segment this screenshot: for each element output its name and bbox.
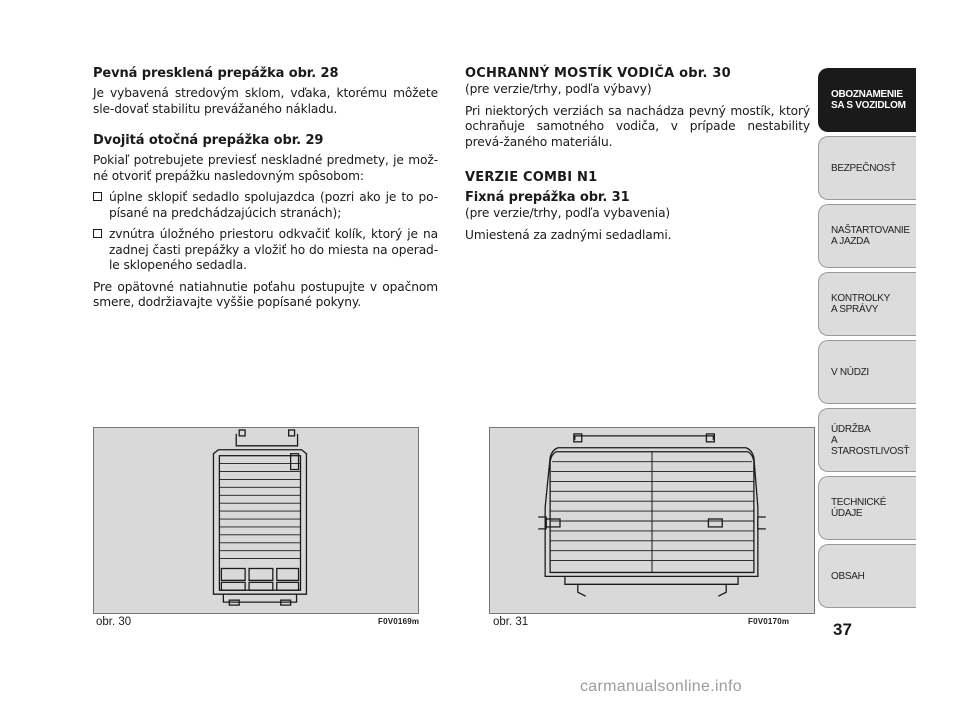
figure-code: F0V0170m <box>748 617 790 626</box>
left-column <box>93 66 438 317</box>
fixed-partition-illustration <box>490 428 814 613</box>
tab-label-line1: BEZPEČNOSŤ <box>831 162 896 174</box>
subtitle-fixed-partition: (pre verzie/trhy, podľa vybavenia) <box>465 206 671 220</box>
section-heading-glass-partition: Pevná presklená prepážka obr. 28 <box>93 66 339 81</box>
section-heading-driver-bridge: OCHRANNÝ MOSTÍK VODIČA obr. 30 <box>465 66 731 81</box>
tab-label-line1: OBOZNAMENIE <box>831 89 903 100</box>
figure-caption: obr. 30 <box>96 616 132 628</box>
tab-obsah[interactable] <box>818 544 916 608</box>
paragraph-fixed-partition: Umiestená za zadnými sedadlami. <box>465 227 672 242</box>
tab-label-line1: TECHNICKÉ <box>831 497 887 508</box>
driver-bridge-illustration <box>94 428 418 613</box>
tab-label-line2: ÚDAJE <box>831 508 863 519</box>
figure-fixed-partition <box>489 427 815 614</box>
tab-technicke-udaje[interactable] <box>818 476 916 540</box>
list-item-text: úplne sklopiť sedadlo spolujazdca (pozri ako je to po-písané na predchádzajúcich stranách); <box>109 190 438 220</box>
right-column <box>465 66 810 249</box>
figure-code: F0V0169m <box>378 617 420 626</box>
section-heading-combi: VERZIE COMBI N1 <box>465 170 598 185</box>
paragraph-driver-bridge: Pri niektorých verziách sa nachádza pevný mostík, ktorý ochraňuje samotného vodiča, v prípade nestability prevá-žaného materiálu. <box>465 103 810 149</box>
tab-kontrolky[interactable] <box>818 272 916 336</box>
figure-caption: obr. 31 <box>493 616 529 628</box>
section-heading-fixed-partition: Fixná prepážka obr. 31 <box>465 190 630 205</box>
list-item <box>93 227 438 274</box>
page-number: 37 <box>833 620 852 639</box>
list-item-text: zvnútra úložného priestoru odkvačiť kolík, ktorý je na zadnej časti prepážky a vložiť ho do miesta na operad-le sklopeného sedadla. <box>109 227 438 272</box>
tab-bezpecnost[interactable] <box>818 136 916 200</box>
tab-nastartovanie[interactable] <box>818 204 916 268</box>
paragraph-closing: Pre opätovné natiahnutie poťahu postupujte v opačnom smere, dodržiavajte vyššie popísané pokyny. <box>93 279 438 309</box>
tab-label-line1: ÚDRŽBA <box>831 423 871 435</box>
tab-label-line1: V NÚDZI <box>831 366 869 378</box>
tab-udrzba[interactable] <box>818 408 916 472</box>
paragraph-glass-partition: Je vybavená stredovým sklom, vďaka, ktorému môžete sle-dovať stabilitu prevážaného nákladu. <box>93 86 438 116</box>
watermark: carmanualsonline.info <box>580 678 742 695</box>
subtitle-driver-bridge: (pre verzie/trhy, podľa výbavy) <box>465 82 652 96</box>
tab-label-line2: A STAROSTLIVOSŤ <box>831 434 910 457</box>
tab-label-line2: A SPRÁVY <box>831 304 879 315</box>
tab-oboznamenie[interactable] <box>818 68 916 132</box>
tab-v-nudzi[interactable] <box>818 340 916 404</box>
tab-label-line2: A JAZDA <box>831 236 870 247</box>
checkbox-bullet-icon <box>93 229 102 238</box>
tab-label-line1: KONTROLKY <box>831 293 890 304</box>
tab-label-line2: SA S VOZIDLOM <box>831 100 906 111</box>
section-heading-double-partition: Dvojitá otočná prepážka obr. 29 <box>93 133 324 148</box>
paragraph-double-partition-intro: Pokiaľ potrebujete previesť neskladné predmety, je mož-né otvoriť prepážku nasledovným spôsobom: <box>93 153 438 183</box>
list-item <box>93 190 438 221</box>
figure-driver-bridge <box>93 427 419 614</box>
checkbox-bullet-icon <box>93 192 102 201</box>
tab-label-line1: OBSAH <box>831 570 865 582</box>
tab-label-line1: NAŠTARTOVANIE <box>831 225 910 236</box>
